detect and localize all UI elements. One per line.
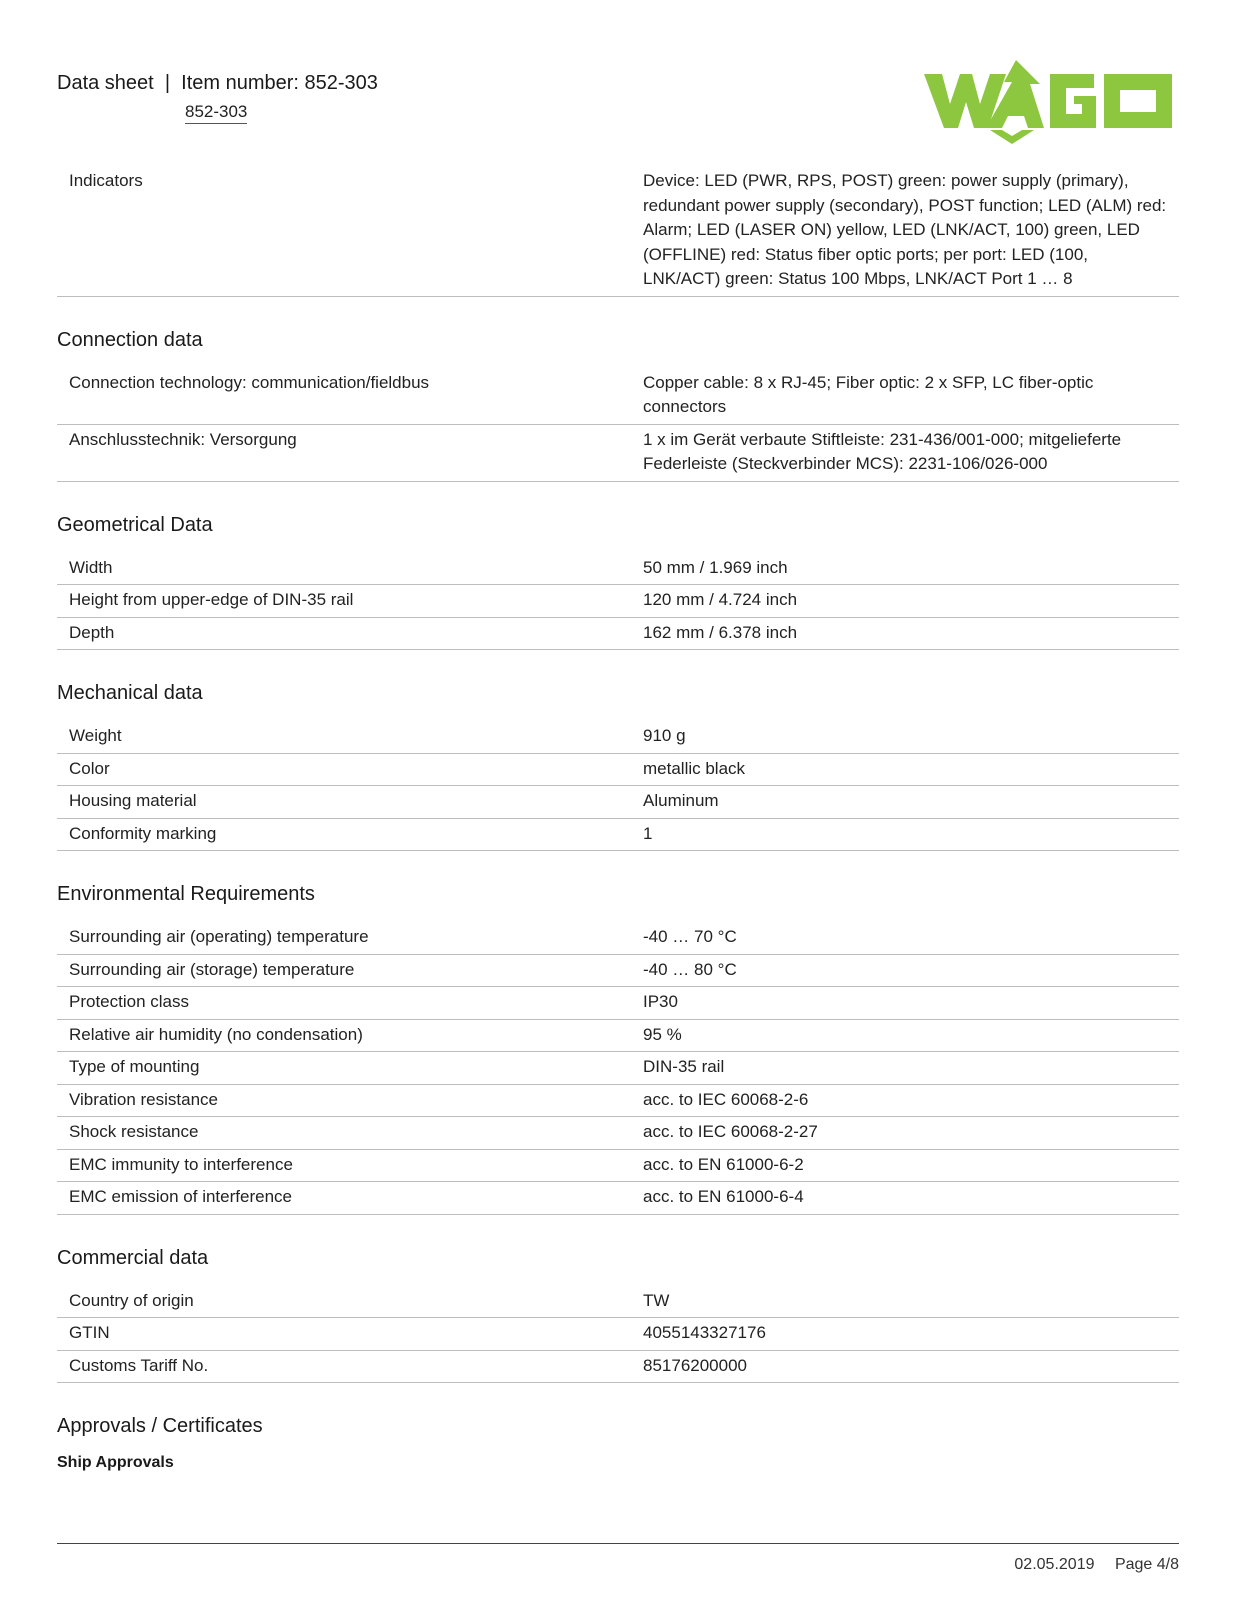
table-row xyxy=(57,987,1179,1020)
row-value: Copper cable: 8 x RJ-45; Fiber optic: 2 x SFP, LC fiber-optic connectors xyxy=(631,368,1179,425)
wago-logo-graphic xyxy=(924,60,1178,144)
row-label: Height from upper-edge of DIN-35 rail xyxy=(57,585,631,618)
section-title-commercial-data: Commercial data xyxy=(57,1246,209,1269)
commercial-data-table xyxy=(57,1286,1179,1384)
row-label: Indicators xyxy=(57,166,631,296)
table-row xyxy=(57,954,1179,987)
row-label: Vibration resistance xyxy=(57,1084,631,1117)
table-row xyxy=(57,922,1179,954)
row-value: IP30 xyxy=(631,987,1179,1020)
row-value: DIN-35 rail xyxy=(631,1052,1179,1085)
section-title-mechanical-data: Mechanical data xyxy=(57,682,203,704)
table-row xyxy=(57,753,1179,786)
row-label: Shock resistance xyxy=(57,1117,631,1150)
datasheet-content xyxy=(57,166,1179,1472)
table-row xyxy=(57,1149,1179,1182)
table-row xyxy=(57,1318,1179,1351)
table-row xyxy=(57,166,1179,296)
row-label: Protection class xyxy=(57,987,631,1020)
table-row xyxy=(57,1286,1179,1318)
row-label: Color xyxy=(57,753,631,786)
mechanical-data-table xyxy=(57,721,1179,851)
row-label: Surrounding air (operating) temperature xyxy=(57,922,631,954)
row-value: acc. to IEC 60068-2-6 xyxy=(631,1084,1179,1117)
table-row xyxy=(57,424,1179,481)
row-label: Depth xyxy=(57,617,631,650)
row-value: TW xyxy=(631,1286,1179,1318)
row-label: Surrounding air (storage) temperature xyxy=(57,954,631,987)
row-value: -40 … 70 °C xyxy=(631,922,1179,954)
connection-data-table xyxy=(57,368,1179,482)
footer-page-number: Page 4/8 xyxy=(1114,1556,1179,1573)
table-row xyxy=(57,617,1179,650)
row-value: Device: LED (PWR, RPS, POST) green: power supply (primary), redundant power supply (secondary), POST function; LED (ALM) red: Alarm; LED (LASER ON) yellow, LED (LNK/ACT, 100) green, LED (OFFLINE) red: Status fiber optic ports; per port: LED (100, LNK/ACT) green: Status 100 Mbps, LNK/ACT Port 1 … 8 xyxy=(631,166,1179,296)
table-row xyxy=(57,1117,1179,1150)
row-value: metallic black xyxy=(631,753,1179,786)
row-label: Relative air humidity (no condensation) xyxy=(57,1019,631,1052)
section-title-approvals: Approvals / Certificates xyxy=(57,1415,263,1437)
row-label: GTIN xyxy=(57,1318,631,1351)
table-row xyxy=(57,818,1179,851)
table-row xyxy=(57,1052,1179,1085)
row-label: Connection technology: communication/fieldbus xyxy=(57,368,631,425)
row-label: Anschlusstechnik: Versorgung xyxy=(57,424,631,481)
row-value: 50 mm / 1.969 inch xyxy=(631,553,1179,585)
row-value: 95 % xyxy=(631,1019,1179,1052)
row-label: Weight xyxy=(57,721,631,753)
table-row xyxy=(57,553,1179,585)
row-label: Conformity marking xyxy=(57,818,631,851)
row-label: Type of mounting xyxy=(57,1052,631,1085)
row-value: 4055143327176 xyxy=(631,1318,1179,1351)
footer-divider xyxy=(57,1543,1179,1544)
row-label: EMC emission of interference xyxy=(57,1182,631,1215)
document-header xyxy=(57,72,378,121)
table-row xyxy=(57,1350,1179,1383)
row-value: -40 … 80 °C xyxy=(631,954,1179,987)
row-value: 910 g xyxy=(631,721,1179,753)
table-row xyxy=(57,786,1179,819)
row-value: acc. to EN 61000-6-2 xyxy=(631,1149,1179,1182)
wago-logo xyxy=(924,60,1178,144)
row-value: 85176200000 xyxy=(631,1350,1179,1383)
row-label: Country of origin xyxy=(57,1286,631,1318)
row-label: EMC immunity to interference xyxy=(57,1149,631,1182)
page-footer xyxy=(1014,1556,1179,1574)
table-row xyxy=(57,585,1179,618)
document-title: Data sheet | Item number: 852-303 xyxy=(57,72,378,94)
table-row xyxy=(57,1182,1179,1215)
table-row xyxy=(57,368,1179,425)
row-value: 1 xyxy=(631,818,1179,851)
table-row xyxy=(57,1019,1179,1052)
row-label: Customs Tariff No. xyxy=(57,1350,631,1383)
footer-date: 02.05.2019 xyxy=(1014,1556,1095,1573)
row-label: Housing material xyxy=(57,786,631,819)
environmental-requirements-table xyxy=(57,922,1179,1215)
row-value: acc. to IEC 60068-2-27 xyxy=(631,1117,1179,1150)
section-title-connection-data: Connection data xyxy=(57,328,203,351)
indicators-table xyxy=(57,166,1179,297)
row-value: Aluminum xyxy=(631,786,1179,819)
table-row xyxy=(57,1084,1179,1117)
item-number-link[interactable]: 852-303 xyxy=(185,102,247,124)
row-value: 162 mm / 6.378 inch xyxy=(631,617,1179,650)
geometrical-data-table xyxy=(57,553,1179,651)
table-row xyxy=(57,721,1179,753)
row-value: 120 mm / 4.724 inch xyxy=(631,585,1179,618)
row-label: Width xyxy=(57,553,631,585)
row-value: 1 x im Gerät verbaute Stiftleiste: 231-436/001-000; mitgelieferte Federleiste (Steckverbinder MCS): 2231-106/026-000 xyxy=(631,424,1179,481)
subsection-title-ship-approvals: Ship Approvals xyxy=(57,1454,174,1471)
row-value: acc. to EN 61000-6-4 xyxy=(631,1182,1179,1215)
section-title-geometrical-data: Geometrical Data xyxy=(57,513,213,536)
section-title-environmental-requirements: Environmental Requirements xyxy=(57,883,315,905)
